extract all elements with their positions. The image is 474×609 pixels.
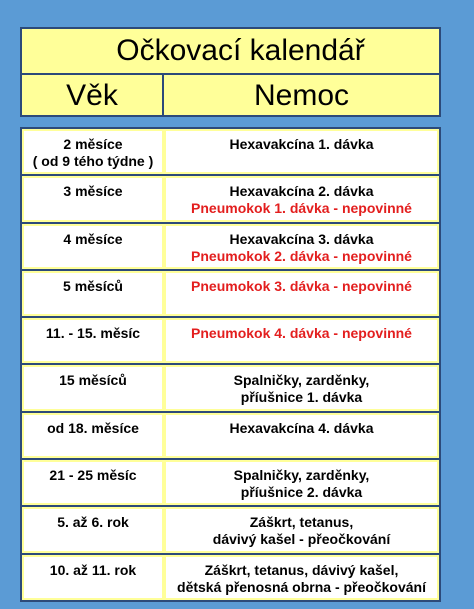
vaccination-table [20, 127, 441, 602]
optional-vaccine-line: Pneumokok 1. dávka - nepovinné [191, 200, 412, 217]
age-note: ( od 9 tého týdne ) [32, 153, 154, 169]
age-cell: 10. až 11. rok [24, 557, 162, 598]
disease-line: příušnice 2. dávka [240, 484, 363, 501]
age-cell: 5 měsíců [24, 273, 162, 314]
disease-column-header: Nemoc [253, 79, 350, 112]
schedule-header [20, 27, 441, 117]
table-row [22, 318, 439, 365]
table-row [22, 224, 439, 271]
disease-cell [166, 462, 437, 503]
page-title: Očkovací kalendář [22, 29, 439, 75]
optional-vaccine-line: Pneumokok 3. dávka - nepovinné [191, 277, 412, 294]
age-cell: 3 měsíce [24, 178, 162, 219]
table-row [22, 460, 439, 507]
table-row [22, 413, 439, 460]
table-row [22, 129, 439, 176]
age-cell: 11. - 15. měsíc [24, 320, 162, 361]
age-cell: 15 měsíců [24, 367, 162, 408]
disease-line: Hexavakcína 1. dávka [229, 136, 374, 152]
age-cell: 21 - 25 měsíc [24, 462, 162, 503]
disease-line: Hexavakcína 3. dávka [229, 230, 374, 247]
age-cell: od 18. měsíce [24, 415, 162, 456]
optional-vaccine-line: Pneumokok 2. dávka - nepovinné [191, 247, 412, 264]
disease-cell [166, 415, 437, 456]
disease-line: Hexavakcína 4. dávka [229, 419, 374, 436]
disease-line: Spalničky, zarděnky, [233, 467, 370, 484]
disease-cell [166, 178, 437, 219]
disease-line: Spalničky, zarděnky, [233, 372, 370, 389]
table-row [22, 176, 439, 223]
table-row [22, 271, 439, 318]
table-row [22, 507, 439, 554]
optional-vaccine-line: Pneumokok 4. dávka - nepovinné [191, 325, 412, 342]
age-label: 2 měsíce [63, 136, 123, 152]
table-row [22, 365, 439, 412]
disease-cell [166, 273, 437, 314]
table-row [22, 555, 439, 600]
disease-cell [166, 320, 437, 361]
disease-line: Hexavakcína 2. dávka [229, 183, 374, 200]
disease-cell [166, 557, 437, 598]
disease-line: Záškrt, tetanus, [249, 514, 354, 531]
disease-cell [166, 131, 437, 172]
disease-cell [166, 367, 437, 408]
column-headers [22, 75, 439, 117]
age-column-header: Věk [22, 75, 164, 117]
disease-line: dávivý kašel - přeočkování [212, 531, 391, 548]
age-cell [24, 131, 162, 172]
disease-cell [166, 509, 437, 550]
disease-line: dětská přenosná obrna - přeočkování [177, 578, 426, 595]
disease-line: Záškrt, tetanus, dávivý kašel, [204, 561, 399, 578]
disease-cell [166, 226, 437, 267]
age-cell: 5. až 6. rok [24, 509, 162, 550]
disease-line: příušnice 1. dávka [240, 389, 363, 406]
age-cell: 4 měsíce [24, 226, 162, 267]
